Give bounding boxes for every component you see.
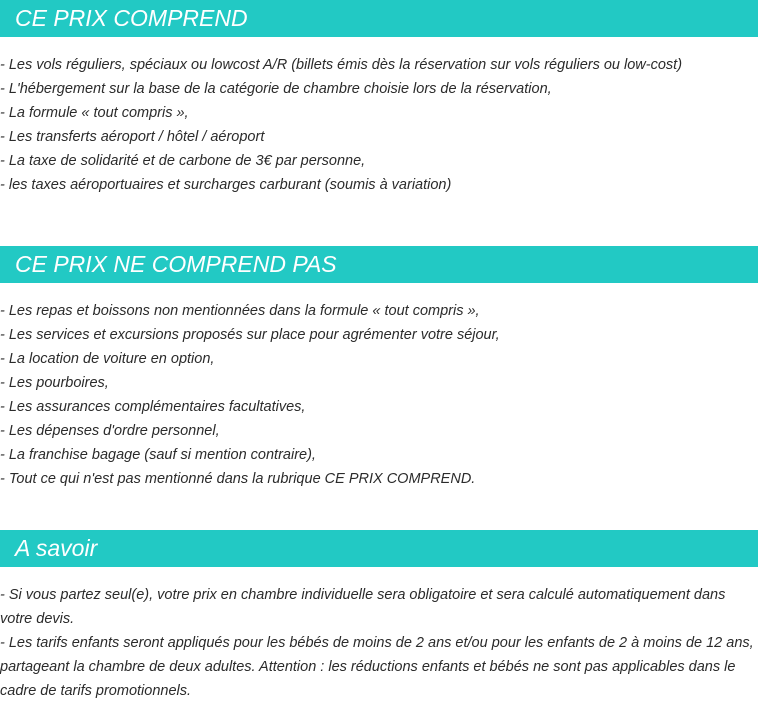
- included-section: [0, 0, 758, 197]
- spacer: [0, 491, 758, 530]
- list-item: - La franchise bagage (sauf si mention contraire),: [0, 447, 316, 463]
- list-item: - Les tarifs enfants seront appliqués pour les bébés de moins de 2 ans et/ou pour les enfants de 2 à moins de 12 ans, partageant la chambre de deux adultes. Attention : les réductions enfants et bébés ne sont pas applicables dans le cadre de tarifs promotionnels.: [0, 635, 754, 699]
- included-list: [0, 37, 758, 197]
- list-item: - Les vols réguliers, spéciaux ou lowcost A/R (billets émis dès la réservation sur vols réguliers ou low-cost): [0, 57, 683, 73]
- list-item: - Les dépenses d'ordre personnel,: [0, 423, 220, 439]
- list-item: - La formule « tout compris »,: [0, 105, 189, 121]
- list-item: - Tout ce qui n'est pas mentionné dans la rubrique CE PRIX COMPREND.: [0, 471, 476, 487]
- not-included-list: [0, 283, 758, 491]
- list-item: - La location de voiture en option,: [0, 351, 215, 367]
- list-item: - Les pourboires,: [0, 375, 109, 391]
- section-title-good-to-know: A savoir: [0, 530, 758, 567]
- list-item: - Les assurances complémentaires facultatives,: [0, 399, 306, 415]
- spacer: [0, 197, 758, 246]
- list-item: - Les services et excursions proposés sur place pour agrémenter votre séjour,: [0, 327, 500, 343]
- list-item: - La taxe de solidarité et de carbone de 3€ par personne,: [0, 153, 366, 169]
- list-item: - L'hébergement sur la base de la catégorie de chambre choisie lors de la réservation,: [0, 81, 552, 97]
- good-to-know-list: [0, 567, 758, 703]
- section-title-included: CE PRIX COMPREND: [0, 0, 758, 37]
- section-title-not-included: CE PRIX NE COMPREND PAS: [0, 246, 758, 283]
- list-item: - Les repas et boissons non mentionnées dans la formule « tout compris »,: [0, 303, 480, 319]
- good-to-know-section: [0, 530, 758, 703]
- list-item: - les taxes aéroportuaires et surcharges carburant (soumis à variation): [0, 177, 452, 193]
- list-item: - Si vous partez seul(e), votre prix en chambre individuelle sera obligatoire et sera calculé automatiquement dans votre devis.: [0, 587, 726, 627]
- list-item: - Les transferts aéroport / hôtel / aéroport: [0, 129, 265, 145]
- not-included-section: [0, 246, 758, 491]
